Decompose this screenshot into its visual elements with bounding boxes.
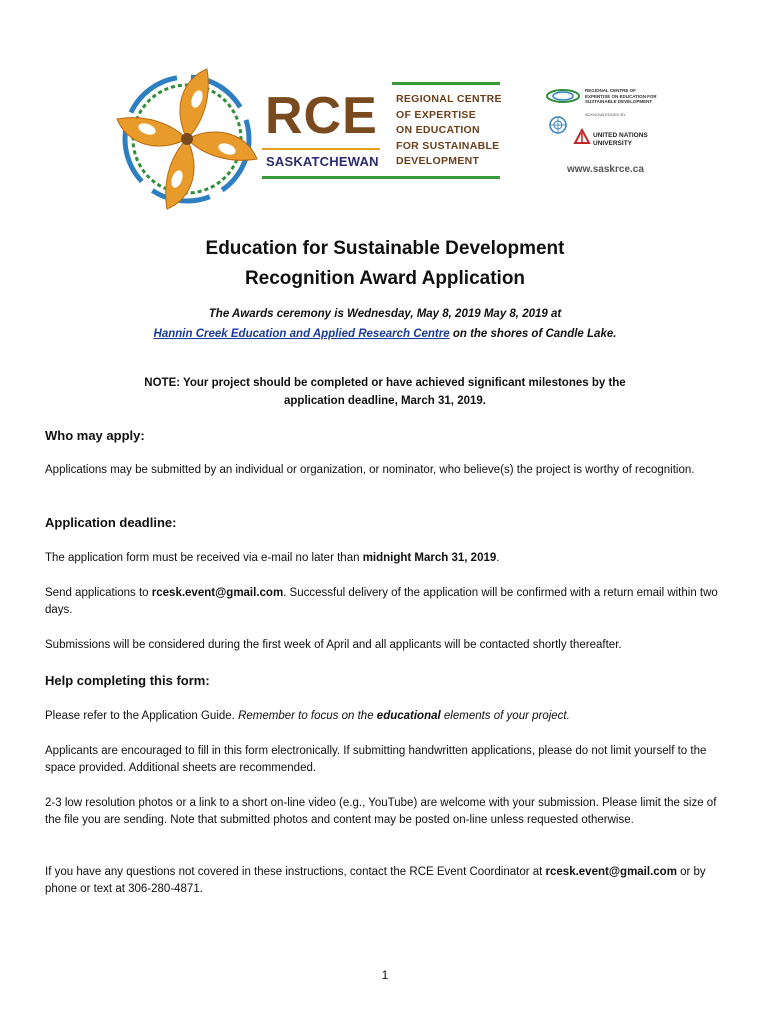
page-number: 1: [381, 968, 389, 982]
deadline-p2-text: Send applications to: [45, 587, 152, 599]
who-body: Applications may be submitted by an individual or organization, or nominator, who believe(s) the project is worthy of recognition.: [45, 464, 695, 476]
note-line-2: application deadline, March 31, 2019.: [284, 395, 486, 407]
rce-letters: RCE: [265, 87, 378, 145]
who-heading: Who may apply:: [45, 428, 145, 443]
help-p1-text: Please refer to the Application Guide.: [45, 710, 239, 722]
rce-flower-logo: [112, 64, 262, 214]
deadline-p2: [45, 585, 720, 619]
contact-email[interactable]: rcesk.event@gmail.com: [545, 866, 677, 878]
help-p4: [45, 864, 720, 898]
un-emblem-icon: [549, 116, 567, 134]
rce-line-3: ON EDUCATION: [396, 124, 480, 136]
deadline-p1: [45, 550, 720, 567]
help-p3: 2-3 low resolution photos or a link to a short on-line video (e.g., YouTube) are welcome with your submission. Please limit the size of the file you are sending. Note that submitted photos and content may be posted on-line unless requested otherwise.: [45, 797, 717, 826]
help-p2: Applicants are encouraged to fill in this form electronically. If submitting handwritten applications, please do not limit yourself to the space provided. Additional sheets are recommended.: [45, 745, 707, 774]
help-p4-rest: or by phone or text at 306-280-4871.: [45, 866, 706, 895]
deadline-heading: Application deadline:: [45, 515, 177, 530]
rce-line-4: FOR SUSTAINABLE: [396, 139, 500, 152]
hannin-creek-link[interactable]: Hannin Creek Education and Applied Research Centre: [153, 328, 450, 340]
deadline-p1-text: The application form must be received via e-mail no later than: [45, 552, 363, 564]
rce-wordmark: [262, 82, 502, 180]
rule-mid: [262, 148, 380, 150]
deadline-p2-rest: . Successful delivery of the application will be confirmed with a return email within two days.: [45, 587, 718, 616]
ceremony-line-1: The Awards ceremony is Wednesday, May 8, 2019 May 8, 2019 at: [208, 308, 562, 320]
submission-email[interactable]: rcesk.event@gmail.com: [151, 587, 284, 599]
help-p1: [45, 708, 720, 725]
rce-line-5: DEVELOPMENT: [396, 155, 480, 167]
rce-mini-icon: [545, 88, 581, 104]
unu-logo-icon: [573, 128, 591, 146]
note: [0, 374, 770, 410]
help-p1-emphasis: educational: [376, 710, 441, 722]
rce-line-1: REGIONAL CENTRE: [396, 93, 502, 105]
unu-name: [593, 132, 648, 148]
unu-acknowledgement: [543, 84, 658, 184]
rule-bottom: [262, 176, 500, 179]
help-p1-italic: Remember to focus on the: [238, 710, 377, 722]
title-line-1: Education for Sustainable Development: [205, 238, 565, 259]
unu-name-line-1: UNITED NATIONS: [593, 132, 648, 139]
deadline-p1-end: .: [496, 552, 500, 564]
help-p1-italic-end: elements of your project.: [440, 710, 570, 722]
title-line-2: Recognition Award Application: [244, 268, 526, 289]
ceremony-line-2: [0, 328, 770, 340]
unu-name-line-2: UNIVERSITY: [593, 140, 633, 147]
website-url[interactable]: www.saskrce.ca: [567, 164, 644, 175]
rce-full-name: [396, 92, 502, 170]
unu-rce-text: REGIONAL CENTRE OF EXPERTISE ON EDUCATION FOR SUSTAINABLE DEVELOPMENT: [585, 88, 657, 104]
deadline-p3: Submissions will be considered during the first week of April and all applicants will be contacted shortly thereafter.: [45, 639, 622, 651]
rule-top: [392, 82, 500, 85]
help-heading: Help completing this form:: [45, 673, 210, 688]
acknowledged-by-label: ACKNOWLEDGED BY: [585, 112, 626, 117]
ceremony-line-2-rest: on the shores of Candle Lake.: [449, 328, 617, 340]
deadline-date: midnight March 31, 2019: [362, 552, 497, 564]
rce-line-2: OF EXPERTISE: [396, 108, 477, 121]
note-line-1: NOTE: Your project should be completed or have achieved significant milestones by the: [144, 377, 626, 389]
help-p4-text: If you have any questions not covered in these instructions, contact the RCE Event Coordinator at: [45, 866, 546, 878]
rce-region: SASKATCHEWAN: [266, 154, 379, 169]
